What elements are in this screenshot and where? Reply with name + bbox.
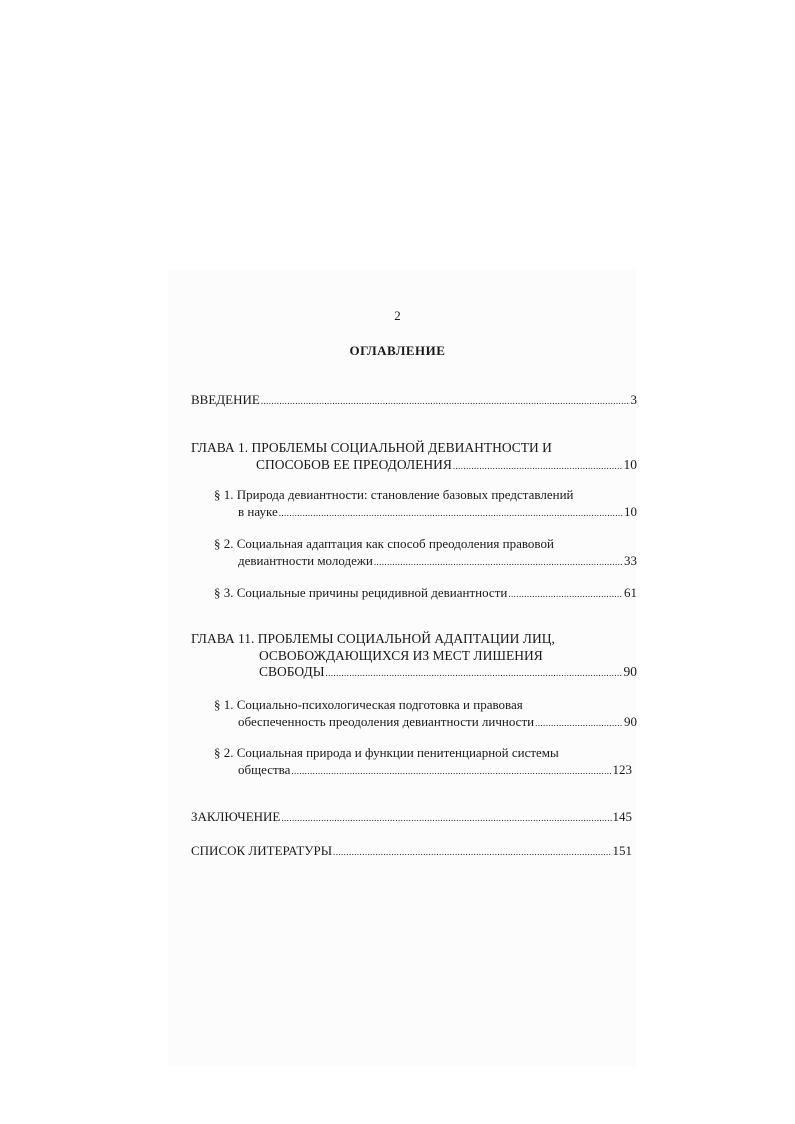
leader-dots: [325, 664, 622, 681]
toc-entry-label: обеспеченность преодоления девиантности личности: [238, 714, 535, 729]
toc-page-number: 3: [630, 392, 637, 407]
toc-entry-ch1-section2[interactable]: [238, 553, 637, 570]
leader-dots: [261, 392, 630, 409]
toc-page-number: 10: [624, 504, 637, 519]
ch2-section2-line1[interactable]: § 2. Социальная природа и функции пенитенциарной системы: [214, 745, 559, 760]
toc-entry-ch1-section1[interactable]: [238, 504, 637, 521]
page-number: 2: [394, 308, 401, 323]
toc-entry-label: ЗАКЛЮЧЕНИЕ: [191, 809, 281, 824]
toc-page-number: 145: [612, 809, 632, 824]
chapter2-title-line2[interactable]: ОСВОБОЖДАЮЩИХСЯ ИЗ МЕСТ ЛИШЕНИЯ: [259, 648, 543, 663]
toc-entry-label: ВВЕДЕНИЕ: [191, 392, 260, 407]
toc-page-number: 33: [624, 553, 637, 568]
toc-entry-chapter1[interactable]: [256, 457, 637, 474]
toc-entry-ch2-section2[interactable]: [238, 762, 632, 779]
toc-page-number: 90: [624, 714, 637, 729]
leader-dots: [508, 585, 623, 602]
toc-page-number: 151: [612, 843, 632, 858]
toc-title: ОГЛАВЛЕНИЕ: [349, 343, 446, 358]
toc-entry-ch2-section1[interactable]: [238, 714, 637, 731]
toc-page-number: 90: [623, 664, 637, 679]
leader-dots: [281, 809, 611, 826]
toc-entry-chapter2[interactable]: [259, 664, 637, 681]
leader-dots: [279, 504, 623, 521]
toc-entry-intro[interactable]: [191, 392, 637, 409]
leader-dots: [333, 843, 611, 860]
toc-entry-label: девиантности молодежи: [238, 553, 373, 568]
chapter2-title-line1[interactable]: ГЛАВА 11. ПРОБЛЕМЫ СОЦИАЛЬНОЙ АДАПТАЦИИ ЛИЦ,: [191, 631, 555, 646]
chapter1-title-line1[interactable]: ГЛАВА 1. ПРОБЛЕМЫ СОЦИАЛЬНОЙ ДЕВИАНТНОСТИ И: [191, 440, 552, 455]
ch1-section1-line1[interactable]: § 1. Природа девиантности: становление базовых представлений: [214, 487, 574, 502]
toc-entry-label: СПОСОБОВ ЕЕ ПРЕОДОЛЕНИЯ: [256, 457, 452, 472]
toc-page-number: 10: [623, 457, 637, 472]
toc-entry-label: СВОБОДЫ: [259, 664, 325, 679]
toc-entry-conclusion[interactable]: [191, 809, 632, 826]
toc-entry-bibliography[interactable]: [191, 843, 632, 860]
leader-dots: [453, 457, 623, 474]
leader-dots: [291, 762, 611, 779]
ch2-section1-line1[interactable]: § 1. Социально-психологическая подготовка и правовая: [214, 697, 523, 712]
leader-dots: [535, 714, 623, 731]
toc-entry-label: § 3. Социальные причины рецидивной девиантности: [214, 585, 508, 600]
ch1-section2-line1[interactable]: § 2. Социальная адаптация как способ преодоления правовой: [214, 536, 554, 551]
toc-entry-ch1-section3[interactable]: [214, 585, 637, 602]
toc-page-number: 61: [624, 585, 637, 600]
toc-entry-label: общества: [238, 762, 291, 777]
toc-entry-label: СПИСОК ЛИТЕРАТУРЫ: [191, 843, 333, 858]
toc-entry-label: в науке: [238, 504, 278, 519]
leader-dots: [374, 553, 623, 570]
toc-page-number: 123: [612, 762, 632, 777]
